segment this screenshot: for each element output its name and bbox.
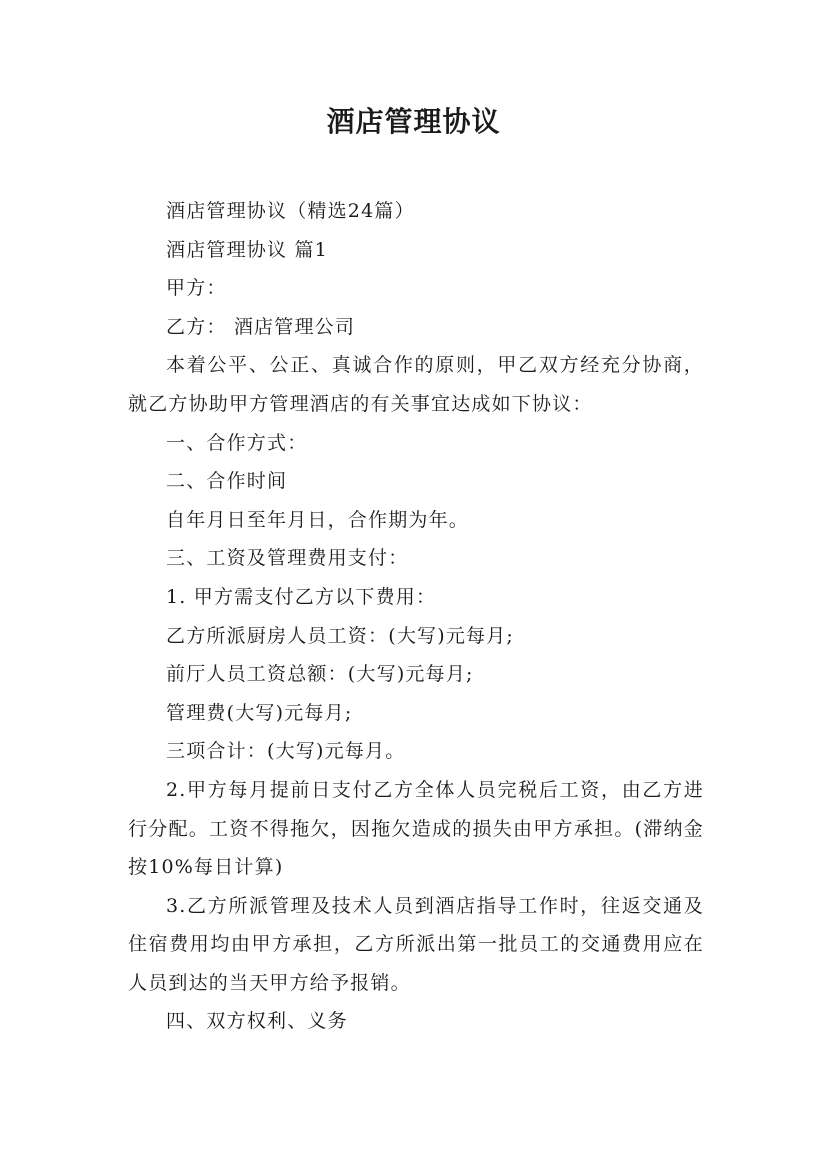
- paragraph-party-b: 乙方： 酒店管理公司: [166, 315, 356, 338]
- paragraph-item-3: 3.乙方所派管理及技术人员到酒店指导工作时，往返交通及住宿费用均由甲方承担，乙方所派出第一批员工的交通费用应在人员到达的当天甲方给予报销。: [128, 894, 704, 994]
- document-body: [128, 192, 704, 1041]
- paragraph-party-a: 甲方：: [166, 277, 227, 300]
- paragraph-management-fee: 管理费(大写)元每月;: [166, 701, 353, 724]
- paragraph-clause-3: 三、工资及管理费用支付：: [166, 547, 409, 570]
- paragraph-kitchen-wage: 乙方所派厨房人员工资：(大写)元每月;: [166, 624, 515, 647]
- paragraph-term: 自年月日至年月日，合作期为年。: [166, 508, 470, 531]
- paragraph-preamble: 本着公平、公正、真诚合作的原则，甲乙双方经充分协商，就乙方协助甲方管理酒店的有关事宜达成如下协议：: [128, 354, 704, 415]
- paragraph-clause-2: 二、合作时间: [166, 470, 288, 493]
- paragraph-clause-4: 四、双方权利、义务: [166, 1010, 348, 1033]
- paragraph-clause-1: 一、合作方式：: [166, 431, 308, 454]
- paragraph-section-heading: 酒店管理协议 篇1: [166, 238, 328, 261]
- paragraph-subtitle: 酒店管理协议（精选24篇）: [166, 200, 415, 222]
- paragraph-item-2: 2.甲方每月提前日支付乙方全体人员完税后工资，由乙方进行分配。工资不得拖欠，因拖欠造成的损失由甲方承担。(滞纳金按10%每日计算): [128, 778, 704, 879]
- paragraph-item-1: 1. 甲方需支付乙方以下费用：: [166, 585, 437, 608]
- paragraph-front-desk-wage: 前厅人员工资总额：(大写)元每月;: [166, 663, 474, 686]
- paragraph-total: 三项合计：(大写)元每月。: [166, 740, 406, 763]
- document-title: 酒店管理协议: [326, 105, 501, 138]
